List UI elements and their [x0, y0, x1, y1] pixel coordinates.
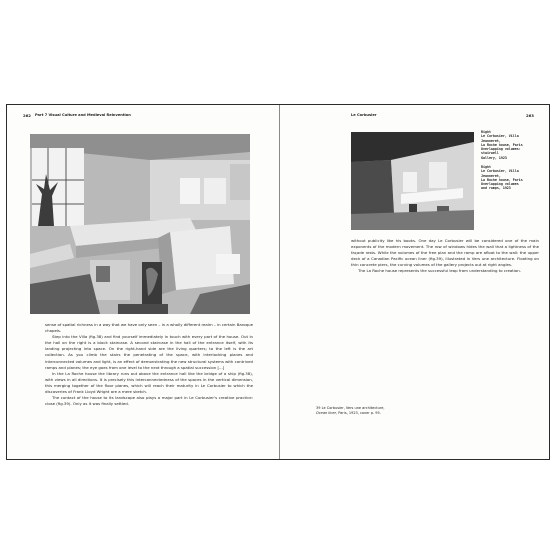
left-running-head: Part 7 Visual Culture and Medieval Reinvention [35, 113, 131, 117]
footnote [316, 406, 388, 415]
photo-caption-2: Right Le Corbusier, Villa Jeanneret, La Roche house, Paris Overlapping volumes and ramps, 1923 [481, 165, 523, 191]
interior-photo-villa [30, 134, 250, 314]
right-folio: 263 [526, 113, 534, 118]
footnote-text: Le Corbusier, Vers une architecture, [321, 406, 385, 410]
right-page [279, 105, 550, 459]
book-spread [6, 104, 550, 460]
right-body-text [351, 238, 539, 275]
left-folio: 262 [23, 113, 31, 118]
interior-photo-la-roche [351, 132, 474, 230]
footnote-tail: , Paris, 1923, cover p. 95. [336, 410, 381, 415]
right-paragraph-1: without publicity like his books. One day Le Corbusier will be considered one of the main exponents of the modern movement. The row of windows hides the wall that a lightness of the façade rests. While the volumes of the free plan and the ramp are afloat to the wall: the upper deck of a Canadian Pacific ocean liner (fig.39), illustrated in Vers une architecture. Floating on thin concrete piers, the curving volumes of the gallery projects out at right angles. [351, 238, 539, 268]
left-page [7, 105, 279, 459]
left-paragraph-2: Step into the Villa (fig.38) and find yourself immediately in touch with every part of the house. Out in the hall on the right is a block staircase. A second staircase in the hall of the entrance itself, with its landing projecting into space. On the right-hand side are the living quarters; to the left is the art collection. As you climb the stairs the penetrating of the space, with interlocking planes and interconnected volumes and light, is an effect of demonstrating the new structural systems with contrived ramps and planes; the eye goes from one level to the next through a spatial succession [...] [45, 334, 253, 370]
interior-photo-graphic [30, 134, 250, 314]
footnote-ref: 39 [316, 406, 321, 410]
left-paragraph-4: The contact of the house to its landscape also plays a major part in Le Corbusier's creative practice: close (fig.39). Only as it was finally settled. [45, 395, 253, 407]
left-body-text [45, 322, 253, 407]
left-paragraph-3: In the La Roche house the library runs out above the entrance hall like the bridge of a ship (fig.38), with views in all directions. It is precisely this interconnectedness of the spaces in the vertical dimension, this merging together of the floor planes, which will reach their maturity in Le Corbusier to which the discoveries of Frank Lloyd Wright are a mere sketch. [45, 370, 253, 395]
la-roche-photo-graphic [351, 132, 474, 230]
left-paragraph-1: sense of spatial richness in a way that we have only seen – in a wholly different realm – in certain Baroque chapels. [45, 322, 253, 334]
right-running-head: Le Corbusier [351, 113, 377, 117]
footnote-italic: Ocean liner [316, 410, 337, 415]
right-paragraph-2: The La Roche house represents the successful leap from understanding to creation. [358, 268, 521, 274]
photo-caption-1: Right Le Corbusier, Villa Jeanneret, La Roche house, Paris Overlapping volumes: stairwell Gallery, 1923 [481, 130, 523, 160]
